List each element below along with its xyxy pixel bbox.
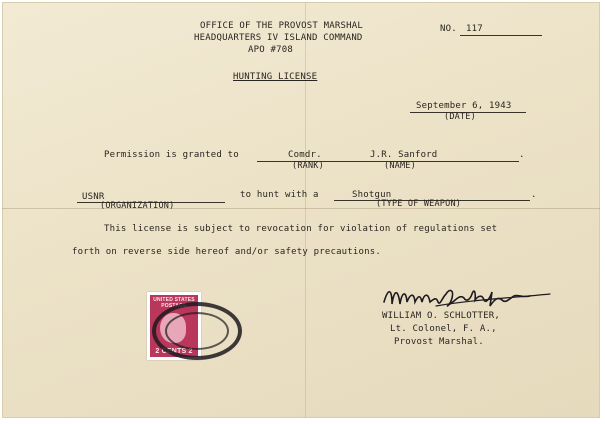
hunt-text: to hunt with a [240,190,319,200]
fold-line-horizontal [2,208,600,209]
date-caption: (DATE) [444,112,476,122]
license-document [2,2,600,418]
weapon-value: Shotgun [352,190,392,200]
signer-name: WILLIAM O. SCHLOTTER, [382,311,500,321]
signer-title: Provost Marshal. [394,337,484,347]
body-line-2: forth on reverse side hereof and/or safety precautions. [72,247,382,257]
fold-line-vertical [305,2,306,418]
weapon-caption: (TYPE OF WEAPON) [376,199,462,209]
stamp-value-text: 2 CENTS 2 [155,348,193,355]
document-title: HUNTING LICENSE [233,72,318,82]
header-office: OFFICE OF THE PROVOST MARSHAL [200,21,363,31]
postmark-cancel-inner [165,312,229,350]
number-value: 117 [466,24,483,34]
weapon-period: . [531,190,537,200]
grant-text: Permission is granted to [104,150,239,160]
name-value: J.R. Sanford [370,150,438,160]
stamp-top-text: UNITED STATES POSTAGE [153,297,195,309]
header-headquarters: HEADQUARTERS IV ISLAND COMMAND [194,33,363,43]
grant-period: . [519,150,525,160]
rank-value: Comdr. [288,150,322,160]
rank-caption: (RANK) [292,161,324,171]
body-line-1: This license is subject to revocation for violation of regulations set [104,224,498,234]
number-label: NO. [440,24,457,34]
organization-caption: (ORGANIZATION) [100,201,175,211]
organization-value: USNR [82,192,105,202]
signer-rank: Lt. Colonel, F. A., [390,324,497,334]
name-caption: (NAME) [384,161,416,171]
date-value: September 6, 1943 [416,101,512,111]
header-apo: APO #708 [248,45,293,55]
number-underline [460,35,542,36]
